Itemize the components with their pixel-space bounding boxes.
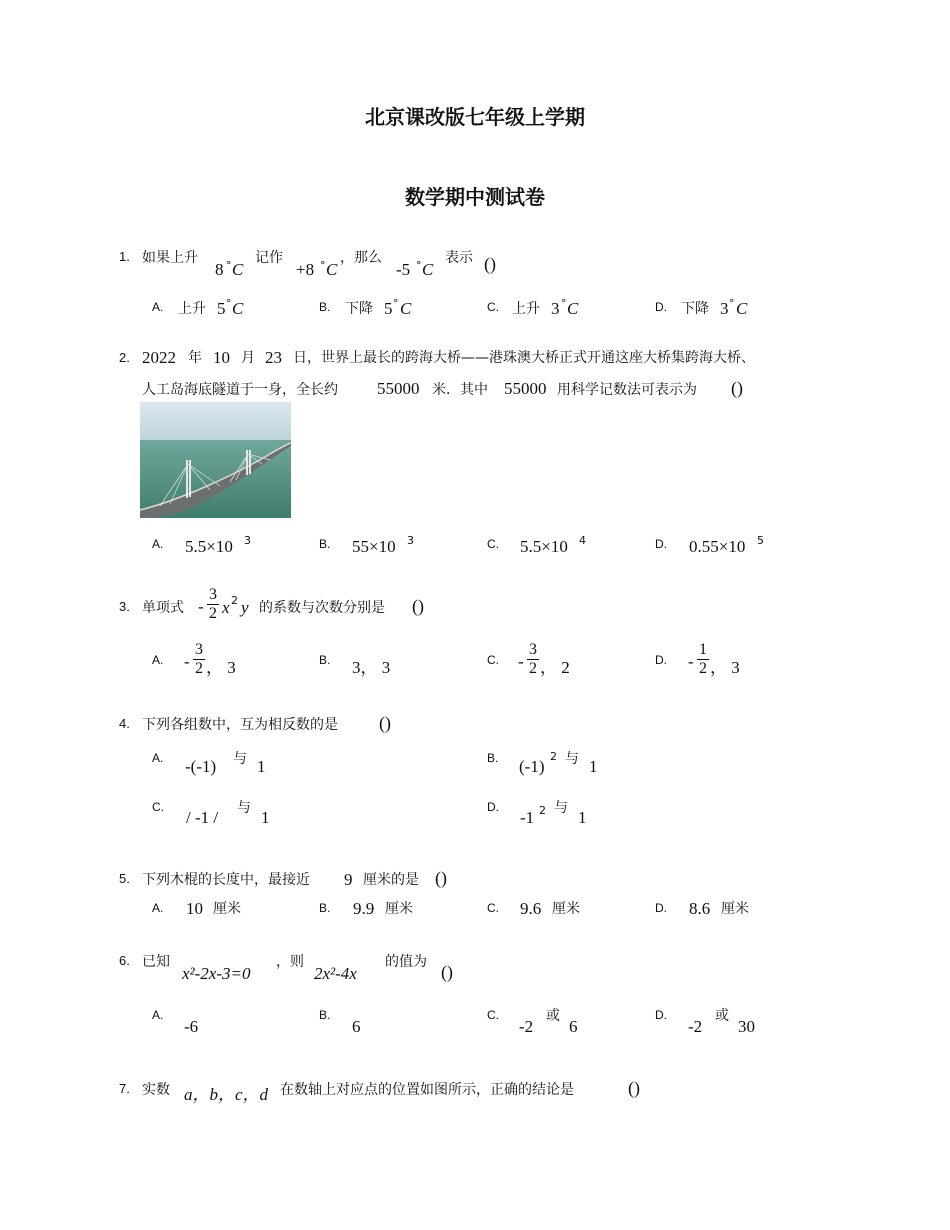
- math-unit: C: [400, 299, 412, 318]
- option-value: 6: [569, 1017, 578, 1036]
- option-letter: A.: [152, 751, 164, 765]
- fraction-denominator: 2: [209, 605, 217, 622]
- option-text: 或: [715, 1008, 729, 1024]
- option-letter: D.: [487, 800, 499, 814]
- fraction: [526, 641, 540, 678]
- fraction: [696, 641, 710, 678]
- math-sign: -: [518, 652, 524, 671]
- exponent: 2: [231, 594, 238, 607]
- question-text: 的系数与次数分别是: [259, 600, 385, 616]
- option-unit: 厘米: [552, 901, 580, 917]
- degree-sign: °: [729, 297, 735, 310]
- answer-parentheses: (): [441, 962, 453, 982]
- option-text: 与: [233, 751, 247, 767]
- option-value: 8.6: [689, 899, 711, 918]
- answer-parentheses: (): [628, 1078, 640, 1098]
- math-value: 9: [344, 870, 353, 889]
- math-value: +8: [296, 260, 315, 279]
- option-value: ， 3: [710, 658, 740, 677]
- option-letter: B.: [319, 537, 331, 551]
- option-value: -2: [688, 1017, 703, 1036]
- fraction-numerator: 3: [529, 641, 537, 658]
- math-unit: C: [422, 260, 434, 279]
- option-value: ， 2: [540, 658, 570, 677]
- exponent: 3: [407, 534, 414, 547]
- question-text: 已知: [142, 954, 170, 970]
- question-number: 3.: [119, 599, 130, 614]
- option-value: 5: [217, 299, 226, 318]
- option-value: 10: [186, 899, 203, 918]
- question-text: ，则: [276, 954, 304, 970]
- option-text: 与: [565, 751, 579, 767]
- option-letter: D.: [655, 653, 667, 667]
- fraction: [206, 586, 220, 623]
- option-letter: D.: [655, 1008, 667, 1022]
- exponent: 2: [539, 804, 546, 817]
- math-variables: a，b，c，d: [184, 1085, 269, 1104]
- question-text: 厘米的是: [363, 872, 419, 888]
- degree-sign: °: [393, 297, 399, 310]
- answer-parentheses: (): [484, 254, 496, 274]
- option-expression: -(-1): [185, 757, 217, 776]
- option-letter: D.: [655, 901, 667, 915]
- question-number: 4.: [119, 716, 130, 731]
- option-value: 1: [257, 757, 266, 776]
- fraction-denominator: 2: [195, 660, 203, 677]
- exponent: 4: [579, 534, 586, 547]
- option-value: 5.5×10: [185, 537, 233, 556]
- question-text: 实数: [142, 1082, 170, 1098]
- option-value: 30: [738, 1017, 755, 1036]
- option-letter: D.: [655, 300, 667, 314]
- answer-parentheses: (): [435, 868, 447, 888]
- degree-sign: °: [320, 259, 326, 272]
- option-expression: / -1 /: [186, 808, 219, 827]
- math-value: 55000: [504, 379, 547, 398]
- math-value: 2022: [142, 348, 176, 367]
- question-text: 下列各组数中，互为相反数的是: [142, 717, 338, 733]
- math-value: 8: [215, 260, 224, 279]
- option-value: 3: [720, 299, 729, 318]
- question-text: 记作: [255, 250, 283, 266]
- answer-parentheses: (): [731, 378, 743, 398]
- exponent: 3: [244, 534, 251, 547]
- option-text: 或: [546, 1008, 560, 1024]
- option-letter: B.: [319, 300, 331, 314]
- question-text: 下列木棍的长度中，最接近: [142, 872, 310, 888]
- math-value: 23: [265, 348, 282, 367]
- option-letter: A.: [152, 537, 164, 551]
- question-text: ，那么: [340, 250, 382, 266]
- option-letter: B.: [319, 901, 331, 915]
- math-value: 10: [213, 348, 230, 367]
- option-unit: 厘米: [721, 901, 749, 917]
- option-value: -6: [184, 1017, 199, 1036]
- option-value: 0.55×10: [689, 537, 746, 556]
- question-text: 单项式: [142, 600, 184, 616]
- option-letter: A.: [152, 901, 164, 915]
- math-unit: C: [232, 260, 244, 279]
- fraction-denominator: 2: [529, 660, 537, 677]
- math-equation: x²-2x-3=0: [182, 964, 251, 983]
- option-letter: C.: [487, 1008, 499, 1022]
- question-number: 1.: [119, 249, 130, 264]
- option-unit: 厘米: [213, 901, 241, 917]
- question-text: 人工岛海底隧道于一身，全长约: [142, 382, 338, 398]
- option-value: ， 3: [206, 658, 236, 677]
- fraction-numerator: 1: [699, 641, 707, 658]
- question-text: 在数轴上对应点的位置如图所示，正确的结论是: [280, 1082, 574, 1098]
- math-unit: C: [736, 299, 748, 318]
- exponent: 2: [550, 750, 557, 763]
- option-value: 1: [578, 808, 587, 827]
- document-title: 北京课改版七年级上学期: [365, 105, 585, 129]
- option-text: 下降: [345, 301, 373, 317]
- option-value: -2: [519, 1017, 534, 1036]
- question-text: 年: [188, 350, 202, 366]
- option-letter: A.: [152, 300, 164, 314]
- option-letter: C.: [487, 537, 499, 551]
- bridge-photo: [140, 402, 291, 518]
- math-sign: -: [688, 652, 694, 671]
- degree-sign: °: [226, 297, 232, 310]
- math-value: 55000: [377, 379, 420, 398]
- fraction-numerator: 3: [209, 586, 217, 603]
- math-sign: -: [198, 597, 204, 616]
- option-letter: A.: [152, 653, 164, 667]
- question-text: 日，世界上最长的跨海大桥——港珠澳大桥正式开通这座大桥集跨海大桥、: [293, 350, 755, 366]
- option-expression: -1: [520, 808, 535, 827]
- option-text: 与: [237, 800, 251, 816]
- option-letter: B.: [319, 1008, 331, 1022]
- option-letter: C.: [487, 653, 499, 667]
- option-text: 上升: [178, 301, 206, 317]
- degree-sign: °: [226, 259, 232, 272]
- option-letter: B.: [319, 653, 331, 667]
- degree-sign: °: [561, 297, 567, 310]
- option-value: 3， 3: [352, 658, 391, 677]
- math-unit: C: [232, 299, 244, 318]
- question-number: 7.: [119, 1081, 130, 1096]
- math-unit: C: [567, 299, 579, 318]
- math-value: -5: [396, 260, 411, 279]
- exponent: 5: [757, 534, 764, 547]
- option-letter: C.: [487, 300, 499, 314]
- option-letter: C.: [152, 800, 164, 814]
- question-number: 2.: [119, 350, 130, 365]
- option-expression: (-1): [519, 757, 545, 776]
- degree-sign: °: [416, 259, 422, 272]
- option-letter: D.: [655, 537, 667, 551]
- option-value: 9.6: [520, 899, 542, 918]
- option-text: 上升: [512, 301, 540, 317]
- math-variable: x: [222, 598, 230, 617]
- question-text: 用科学记数法可表示为: [557, 382, 697, 398]
- option-text: 与: [554, 800, 568, 816]
- question-text: 如果上升: [142, 250, 198, 266]
- question-text: 月: [241, 350, 255, 366]
- question-text: 表示: [445, 250, 473, 266]
- option-unit: 厘米: [385, 901, 413, 917]
- option-value: 1: [261, 808, 270, 827]
- option-value: 3: [551, 299, 560, 318]
- option-text: 下降: [681, 301, 709, 317]
- option-value: 9.9: [353, 899, 375, 918]
- math-variable: y: [241, 598, 249, 617]
- question-number: 5.: [119, 871, 130, 886]
- document-subtitle: 数学期中测试卷: [405, 185, 545, 209]
- option-value: 5.5×10: [520, 537, 568, 556]
- math-unit: C: [326, 260, 338, 279]
- option-value: 5: [384, 299, 393, 318]
- question-number: 6.: [119, 953, 130, 968]
- answer-parentheses: (): [379, 713, 391, 733]
- option-value: 1: [589, 757, 598, 776]
- fraction-numerator: 3: [195, 641, 203, 658]
- answer-parentheses: (): [412, 596, 424, 616]
- fraction-denominator: 2: [699, 660, 707, 677]
- question-text: 的值为: [385, 954, 427, 970]
- option-value: 55×10: [352, 537, 396, 556]
- math-sign: -: [184, 652, 190, 671]
- question-text: 米．其中: [432, 382, 488, 398]
- option-value: 6: [352, 1017, 361, 1036]
- option-letter: B.: [487, 751, 499, 765]
- option-letter: C.: [487, 901, 499, 915]
- fraction: [192, 641, 206, 678]
- option-letter: A.: [152, 1008, 164, 1022]
- math-expression: 2x²-4x: [314, 964, 357, 983]
